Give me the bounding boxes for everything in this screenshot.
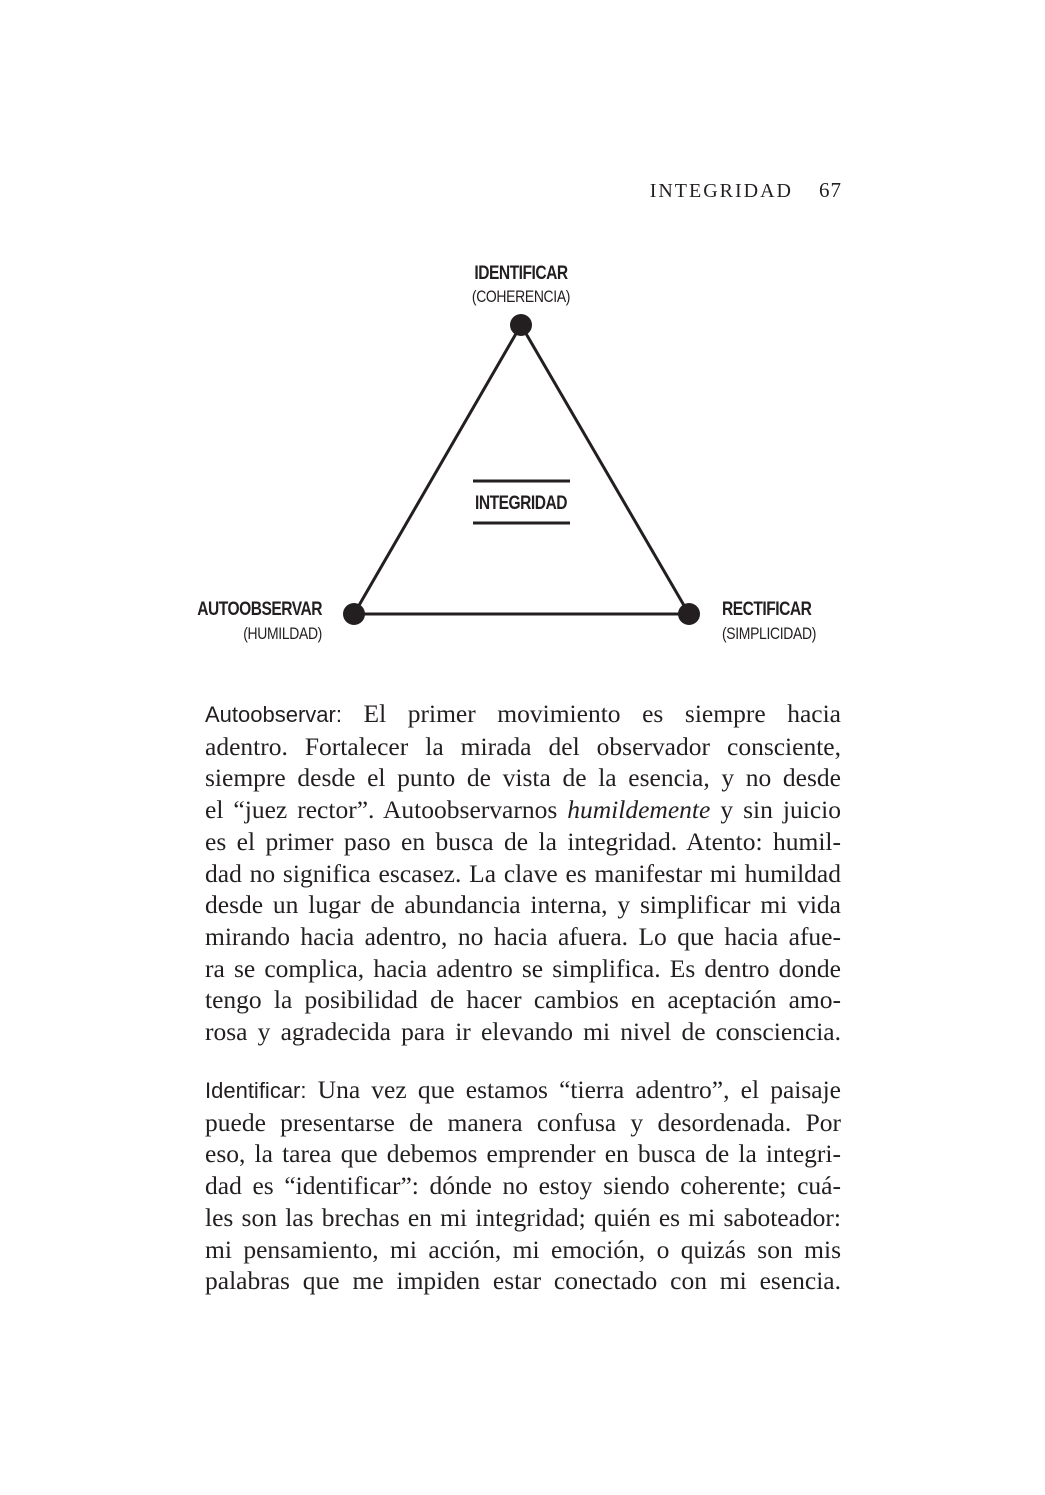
paragraph-line: les son las brechas en mi integridad; quién es mi saboteador:	[205, 1202, 841, 1232]
paragraph-line: mirando hacia adentro, no hacia afuera. Lo que hacia afue-	[205, 921, 841, 951]
page-number: 67	[819, 178, 842, 202]
paragraph-line: Identificar: Una vez que estamos “tierra adentro”, el paisaje	[205, 1075, 841, 1104]
term-autoobservar: Autoobservar:	[205, 702, 342, 727]
top-vertex-subtitle: (COHERENCIA)	[471, 287, 571, 307]
term-identificar: Identificar:	[205, 1078, 307, 1103]
vertex-left	[343, 603, 365, 625]
paragraph-line: siempre desde el punto de vista de la esencia, y no desde	[205, 763, 841, 793]
edge-top-right	[521, 325, 689, 614]
paragraph-line: palabras que me impiden estar conectado con mi esencia.	[205, 1266, 841, 1296]
paragraph-autoobservar	[205, 698, 841, 1048]
paragraph-identificar	[205, 1074, 841, 1297]
integrity-triangle-diagram	[0, 0, 1045, 680]
right-vertex-title: RECTIFICAR	[722, 597, 812, 620]
section-title: INTEGRIDAD	[649, 180, 793, 202]
left-vertex-title: AUTOOBSERVAR	[197, 597, 322, 620]
vertex-right	[678, 603, 700, 625]
center-label: INTEGRIDAD	[475, 491, 567, 514]
paragraph-line: Autoobservar: El primer movimiento es siempre hacia	[205, 699, 841, 728]
paragraph-line: tengo la posibilidad de hacer cambios en aceptación amo-	[205, 985, 841, 1015]
paragraph-line: rosa y agradecida para ir elevando mi nivel de consciencia.	[205, 1017, 841, 1047]
paragraph-line: desde un lugar de abundancia interna, y simplificar mi vida	[205, 890, 841, 920]
paragraph-line: puede presentarse de manera confusa y desordenada. Por	[205, 1107, 841, 1137]
paragraph-line: el “juez rector”. Autoobservarnos humildemente y sin juicio	[205, 795, 841, 825]
paragraph-line: dad no significa escasez. La clave es manifestar mi humildad	[205, 858, 841, 888]
vertex-top	[510, 314, 532, 336]
paragraph-line: dad es “identificar”: dónde no estoy siendo coherente; cuá-	[205, 1171, 841, 1201]
paragraph-line: es el primer paso en busca de la integridad. Atento: humil-	[205, 826, 841, 856]
paragraph-line: ra se complica, hacia adentro se simplifica. Es dentro donde	[205, 953, 841, 983]
emphasis: humildemente	[567, 795, 711, 825]
paragraph-line: adentro. Fortalecer la mirada del observador consciente,	[205, 731, 841, 761]
paragraph-line: mi pensamiento, mi acción, mi emoción, o quizás son mis	[205, 1234, 841, 1264]
paragraph-line: eso, la tarea que debemos emprender en busca de la integri-	[205, 1139, 841, 1169]
left-vertex-subtitle: (HUMILDAD)	[243, 624, 322, 644]
right-vertex-subtitle: (SIMPLICIDAD)	[722, 624, 817, 644]
edge-top-left	[354, 325, 521, 614]
top-vertex-title: IDENTIFICAR	[474, 261, 568, 284]
